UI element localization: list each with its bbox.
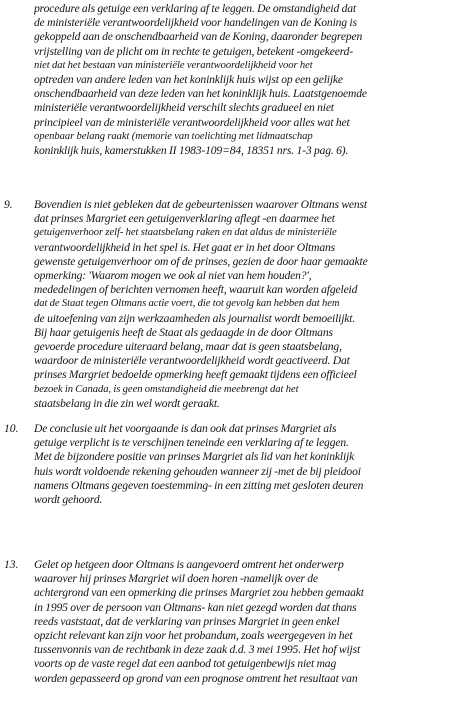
text-line: bezoek in Canada, is geen omstandigheid die meebrengt dat het (34, 383, 299, 395)
text-line: voorts op de vaste regel dat een aanbod tot getuigenbewijs niet mag (34, 657, 337, 671)
text-line: gewenste getuigenverhoor om of de prinses, gezien de door haar gemaakte (34, 254, 368, 268)
text-line: waarover hij prinses Margriet wil doen horen -namelijk over de (34, 572, 318, 586)
text-line: worden gepasseerd op grond van een prognose omtrent het resultaat van (34, 671, 358, 685)
paragraph-text (34, 198, 446, 411)
text-line: niet dat het bestaan van ministeriële verantwoordelijkheid voor het (34, 59, 313, 71)
text-line: procedure als getuige een verklaring af te leggen. De omstandigheid dat (34, 2, 356, 15)
text-line: vrijstelling van de plicht om in rechte te getuigen, betekent -omgekeerd- (34, 44, 354, 58)
text-line: waardoor de ministeriële verantwoordelijkheid wordt geactiveerd. Dat (34, 354, 350, 368)
text-line: reeds vaststaat, dat de verklaring van prinses Margriet in geen enkel (34, 614, 340, 628)
text-line: de ministeriële verantwoordelijkheid voor handelingen van de Koning is (34, 16, 357, 30)
text-line: de uitoefening van zijn werkzaamheden als journalist wordt bemoeilijkt. (34, 311, 356, 325)
paragraph-number: 10. (4, 422, 19, 435)
text-line: tussenvonnis van de rechtbank in deze zaak d.d. 3 mei 1995. Het hof wijst (34, 643, 361, 657)
text-line: opzicht relevant kan zijn voor het probandum, zoals weergegeven in het (34, 629, 353, 643)
text-line: verantwoordelijkheid in het spel is. Het gaat er in het door Oltmans (34, 240, 335, 254)
text-line: gekoppeld aan de onschendbaarheid van de Koning, daaronder begrepen (34, 30, 363, 44)
paragraph-text (34, 422, 446, 507)
text-line: ministeriële verantwoordelijkheid verschilt slechts gradueel en niet (34, 101, 334, 115)
text-line: dat prinses Margriet een getuigenverklaring aflegt -en daarmee het (34, 212, 335, 226)
text-line: optreden van andere leden van het koninklijk huis wijst op een gelijke (34, 73, 343, 87)
text-line: achtergrond van een opmerking die prinses Margriet zou hebben gemaakt (34, 586, 364, 600)
text-line: namens Oltmans gegeven toestemming- in een zitting met gesloten deuren (34, 478, 364, 492)
paragraph-text (34, 558, 446, 686)
text-line: staatsbelang in die zin wel wordt geraakt. (34, 396, 220, 410)
text-line: Gelet op hetgeen door Oltmans is aangevoerd omtrent het onderwerp (34, 558, 344, 571)
paragraph-text (34, 2, 446, 158)
paragraph-number: 9. (4, 198, 13, 211)
text-line: getuige verplicht is te verschijnen teneinde een verklaring af te leggen. (34, 436, 349, 450)
text-line: prinses Margriet bedoelde opmerking heeft gemaakt tijdens een officieel (34, 368, 357, 382)
text-line: in 1995 over de persoon van Oltmans- kan niet gezegd worden dat thans (34, 600, 357, 614)
text-line: dat de Staat tegen Oltmans actie voert, die tot gevolg kan hebben dat hem (34, 298, 340, 310)
text-line: wordt gehoord. (34, 493, 103, 507)
text-line: gevoerde procedure uiteraard belang, maar dat is geen staatsbelang, (34, 340, 342, 354)
text-line: openbaar belang raakt (memorie van toelichting met lidmaatschap (34, 130, 313, 142)
text-line: Met de bijzondere positie van prinses Margriet als lid van het koninklijk (34, 450, 355, 464)
text-line: onschendbaarheid van deze leden van het koninklijk huis. Laatstgenoemde (34, 87, 367, 101)
text-line: principieel van de ministeriële verantwoordelijkheid voor alles wat het (34, 115, 350, 129)
text-line: opmerking: 'Waarom mogen we ook al niet van hem houden?', (34, 269, 312, 283)
text-line: Bij haar getuigenis heeft de Staat als gedaagde in de door Oltmans (34, 325, 333, 339)
paragraph-number: 13. (4, 558, 19, 571)
text-line: De conclusie uit het voorgaande is dan ook dat prinses Margriet als (34, 422, 337, 435)
text-line: koninklijk huis, kamerstukken II 1983-109=84, 18351 nrs. 1-3 pag. 6). (34, 144, 349, 158)
text-line: mededelingen of berichten vernomen heeft, waaruit kan worden afgeleid (34, 283, 358, 297)
text-line: Bovendien is niet gebleken dat de gebeurtenissen waarover Oltmans wenst (34, 198, 367, 211)
text-line: getuigenverhoor zelf- het staatsbelang raken en dat aldus de ministeriële (34, 227, 337, 239)
text-line: huis wordt voldoende rekening gehouden wanneer zij -met de bij pleidooi (34, 464, 361, 478)
